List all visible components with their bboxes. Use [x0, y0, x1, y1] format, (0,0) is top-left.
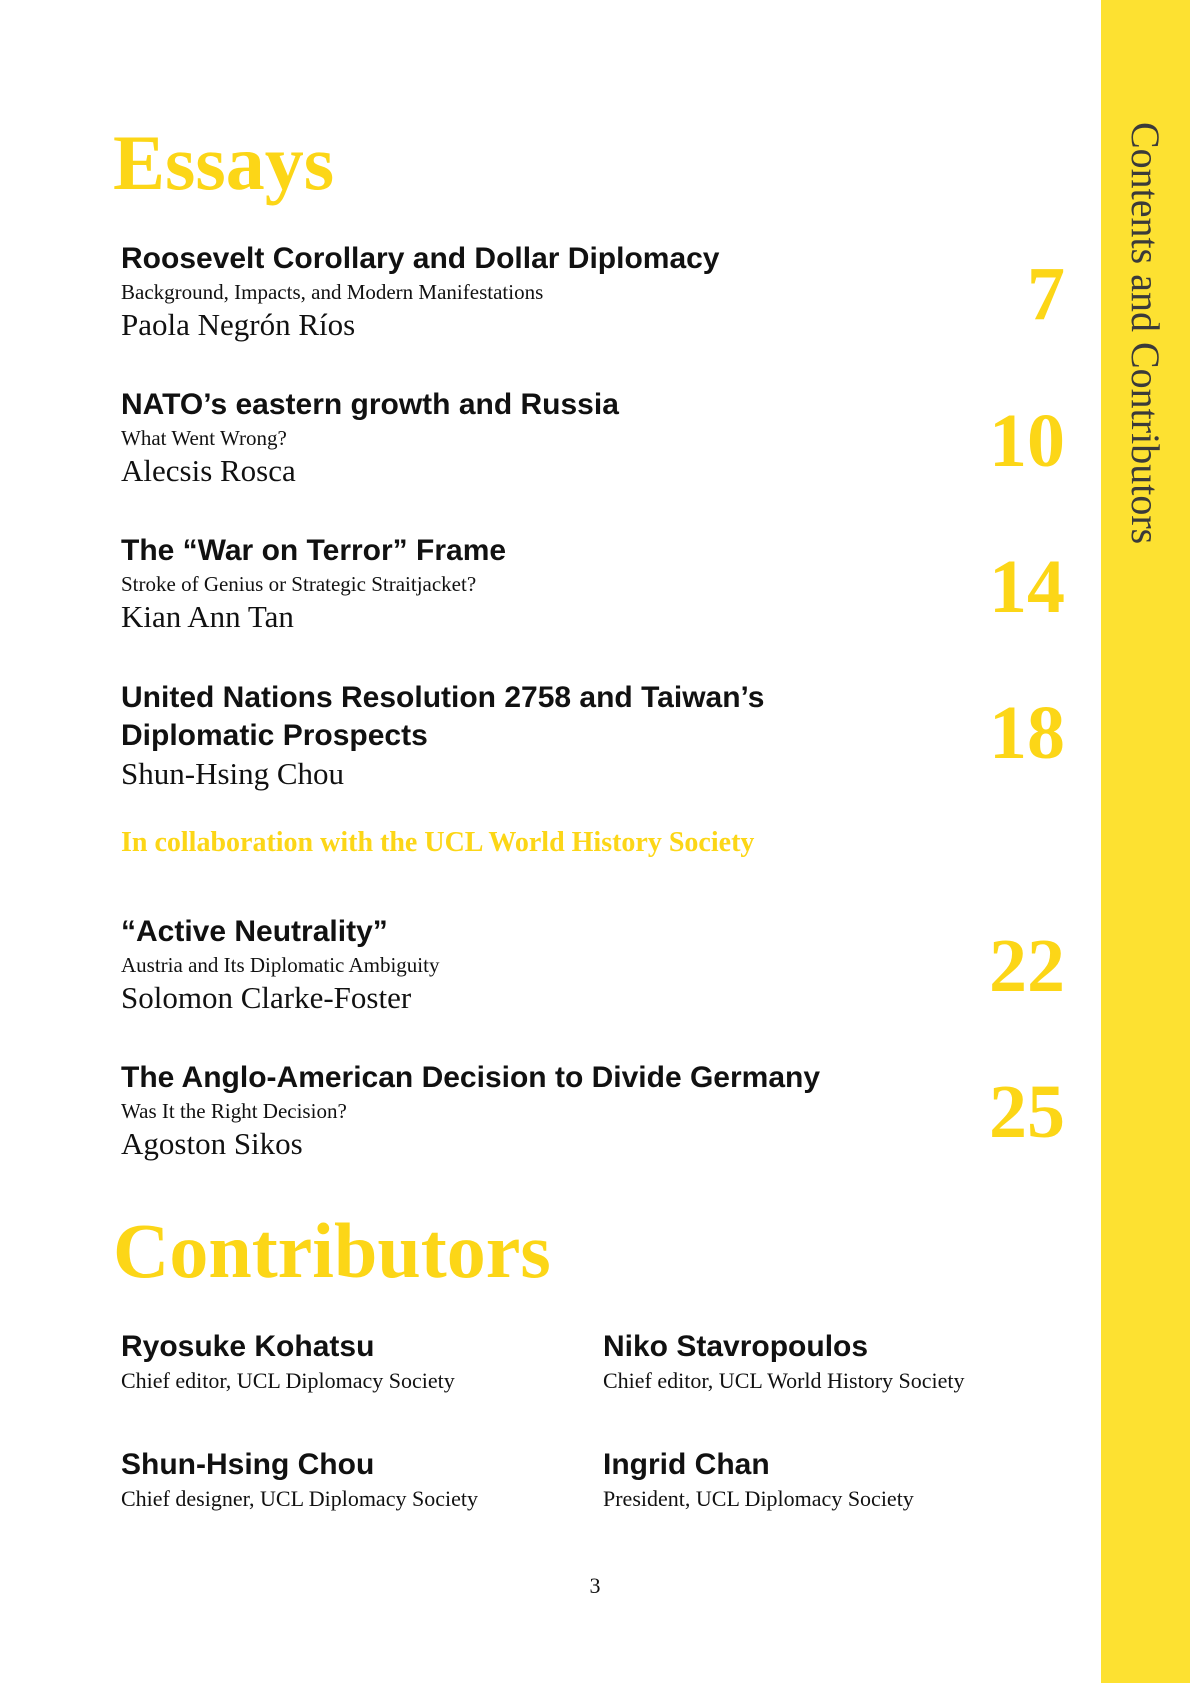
essay-title: “Active Neutrality”: [121, 915, 388, 948]
essay-subtitle: Background, Impacts, and Modern Manifestations: [121, 280, 544, 304]
essay-entry[interactable]: [121, 913, 1111, 1017]
contributor-card: [121, 1446, 601, 1514]
essay-author: Paola Negrón Ríos: [121, 307, 356, 342]
contributor-role: Chief editor, UCL World History Society: [603, 1368, 965, 1393]
essay-subtitle: What Went Wrong?: [121, 426, 287, 450]
essay-title: NATO’s eastern growth and Russia: [121, 388, 619, 421]
contributors-heading: Contributors: [113, 1207, 551, 1294]
essay-subtitle: Stroke of Genius or Strategic Straitjacket?: [121, 572, 477, 596]
essay-entry[interactable]: [121, 240, 1111, 344]
essay-title: Roosevelt Corollary and Dollar Diplomacy: [121, 242, 720, 275]
essay-page-number[interactable]: 18: [989, 691, 1065, 775]
essay-page-number[interactable]: 22: [989, 924, 1065, 1008]
essay-subtitle: Was It the Right Decision?: [121, 1099, 347, 1123]
contributor-role: Chief editor, UCL Diplomacy Society: [121, 1368, 455, 1393]
collaboration-note: In collaboration with the UCL World History Society: [121, 827, 755, 858]
contributor-card: [121, 1328, 601, 1396]
essays-heading: Essays: [113, 119, 335, 206]
contributor-name: Shun-Hsing Chou: [121, 1448, 375, 1481]
essay-page-number[interactable]: 10: [989, 399, 1065, 483]
essay-author: Kian Ann Tan: [121, 599, 294, 634]
essay-author: Shun-Hsing Chou: [121, 756, 345, 791]
essay-author: Alecsis Rosca: [121, 453, 296, 488]
essay-author: Agoston Sikos: [121, 1126, 303, 1161]
essay-entry[interactable]: [121, 386, 1111, 490]
contributor-name: Niko Stavropoulos: [603, 1330, 869, 1363]
contributor-card: [603, 1446, 1083, 1514]
essay-page-number[interactable]: 25: [989, 1070, 1065, 1154]
contributor-role: Chief designer, UCL Diplomacy Society: [121, 1486, 478, 1511]
essay-subtitle: Austria and Its Diplomatic Ambiguity: [121, 953, 440, 977]
contributor-card: [603, 1328, 1083, 1396]
essay-entry[interactable]: [121, 679, 1111, 793]
essay-entry[interactable]: [121, 1059, 1111, 1163]
essay-title: The “War on Terror” Frame: [121, 534, 507, 567]
contributor-role: President, UCL Diplomacy Society: [603, 1486, 914, 1511]
essay-title: United Nations Resolution 2758 and Taiwan’s Diplomatic Prospects: [121, 681, 765, 752]
contributor-name: Ingrid Chan: [603, 1448, 770, 1481]
contributor-name: Ryosuke Kohatsu: [121, 1330, 375, 1363]
essay-entry[interactable]: [121, 532, 1111, 636]
sidebar-band: [1101, 0, 1190, 1683]
essay-page-number[interactable]: 7: [1027, 252, 1065, 336]
essay-title: The Anglo-American Decision to Divide Germany: [121, 1061, 821, 1094]
page-number: 3: [589, 1573, 601, 1598]
essay-author: Solomon Clarke-Foster: [121, 980, 412, 1015]
essay-page-number[interactable]: 14: [989, 545, 1065, 629]
sidebar-title: Contents and Contributors: [1123, 122, 1168, 545]
